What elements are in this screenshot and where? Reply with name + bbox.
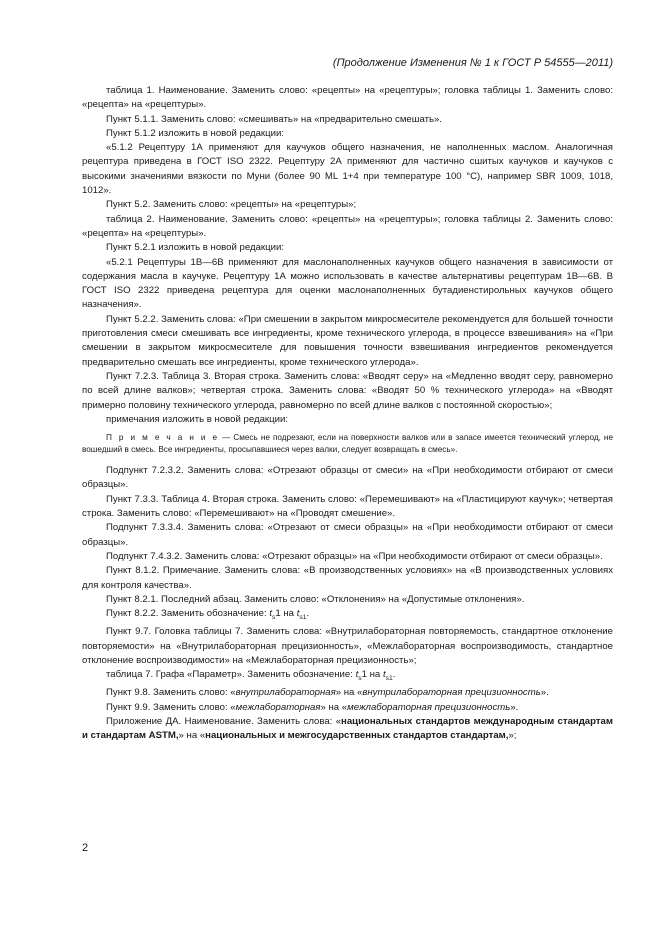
paragraph: Подпункт 7.4.3.2. Заменить слова: «Отрезают образцы» на «При необходимости отбирают от смеси образцы».: [106, 550, 603, 562]
italic-term: межлабораторная прецизионность: [347, 701, 511, 713]
paragraph: Пункт 7.3.3. Таблица 4. Вторая строка. Заменить слово: «Перемешивают» на «Пластицируют каучук»; четвертая строка. Заменить слово: «Перемешивают» на «Проводят смешение».: [82, 493, 613, 520]
symbol: t: [382, 669, 386, 681]
page-number: 2: [82, 842, 89, 854]
paragraph: «5.2.1 Рецептуры 1В—6В применяют для маслонаполненных каучуков общего назначения в зависимости от содержания масла в каучуке. Рецептуру 1А можно использовать в качестве альтернативы рецептурам 1В—6В. В ГОСТ ISO 2322 приведена рецептура для оценки маслонаполненных бутадиенстирольных каучуков общего назначения».: [82, 256, 613, 311]
paragraph: «5.1.2 Рецептуру 1А применяют для каучуков общего назначения, не наполненных маслом. Аналогичная рецептура приведена в ГОСТ ISO 2322. Рецептуру 2А применяют для частично сшитых каучуков и каучуков с высокими значениями вязкости по Муни (более 90 ML 1+4 при температуре 100 °С), например SBR 1009, 1018, 1012».: [82, 142, 613, 197]
text: » на «: [178, 730, 206, 742]
italic-term: межлабораторная: [235, 701, 321, 713]
note-label: П р и м е ч а н и е: [106, 433, 220, 443]
text: на: [366, 669, 383, 681]
paragraph: примечания изложить в новой редакции:: [106, 413, 288, 425]
symbol: t: [355, 669, 359, 681]
text: Приложение ДА. Наименование. Заменить слова: «: [106, 715, 342, 727]
paragraph: Подпункт 7.2.3.2. Заменить слова: «Отрезают образцы от смеси» на «При необходимости отбирают от смеси образцы».: [82, 465, 613, 491]
subscript: s1: [385, 675, 393, 683]
text: ».: [540, 687, 549, 699]
bold-term: национальных и межгосударственных стандартов стандартам,: [205, 730, 509, 742]
note: [82, 432, 613, 456]
text: Пункт 9.8. Заменить слово: «: [106, 687, 236, 699]
text: Пункт 8.2.2. Заменить обозначение:: [106, 608, 270, 620]
note-text: — Смесь не подрезают, если на поверхности валков или в запасе имеется технический углерод, не вошедший в смесь. Все ингредиенты, просыпавшиеся через валки, следует возвращать в смесь».: [82, 433, 613, 455]
subscript: s: [272, 614, 276, 621]
text: 1: [361, 669, 367, 681]
paragraph: Пункт 5.1.2 изложить в новой редакции:: [106, 127, 284, 139]
paragraph: Пункт 9.7. Головка таблицы 7. Заменить слова: «Внутрилабораторная повторяемость, стандартное отклонение повторяемости» на «Внутрилабораторная прецизионность», «Межлабораторная воспроизводимость, стандартное отклонение воспроизводимости» на «Межлабораторная прецизионность»;: [82, 626, 613, 666]
text: таблица 7. Графа «Параметр». Заменить обозначение:: [106, 669, 356, 681]
paragraph-9-8: [82, 686, 613, 700]
symbol: t: [296, 608, 300, 620]
paragraph: Пункт 8.1.2. Примечание. Заменить слова: «В производственных условиях» на «В производственных условиях для контроля качества».: [82, 565, 613, 591]
paragraph: Подпункт 7.3.3.4. Заменить слова: «Отрезают от смеси образцы» на «При необходимости отбирают от смеси образцы».: [82, 522, 613, 548]
paragraph-9-9: [82, 701, 613, 715]
text: » на «: [335, 687, 363, 699]
subscript: s: [358, 675, 362, 683]
text: на: [280, 608, 297, 620]
paragraph-8-2-2: [82, 607, 613, 625]
text: .: [306, 608, 310, 620]
paragraph-appendix-da: [82, 715, 613, 744]
bold-term: национальных стандартов международным стандартам и стандартам ASTM,: [82, 715, 613, 742]
paragraph: Пункт 5.2. Заменить слово: «рецепты» на «рецептуры»;: [106, 199, 357, 211]
paragraph: Пункт 8.2.1. Последний абзац. Заменить слово: «Отклонения» на «Допустимые отклонения».: [106, 593, 525, 605]
paragraph-table-7: [82, 668, 613, 686]
text: ».: [510, 701, 519, 713]
text: »;: [508, 730, 517, 742]
text: 1: [275, 608, 281, 620]
paragraph: Пункт 5.2.1 изложить в новой редакции:: [106, 242, 284, 254]
text: .: [392, 669, 396, 681]
symbol: t: [269, 608, 273, 620]
paragraph: таблица 2. Наименование. Заменить слово: «рецепты» на «рецептуры»; головка таблицы 2. Заменить слово: «рецепта» на «рецептуры».: [82, 213, 613, 239]
running-header: (Продолжение Изменения № 1 к ГОСТ Р 54555—2011): [332, 57, 613, 69]
paragraph: Пункт 5.2.2. Заменить слова: «При смешении в закрытом микросмесителе рекомендуется для большей точности приготовления смеси смешивать все ингредиенты, кроме технического углерода, в процессе взвешивания» на «При смешении в закрытом микросмесителе для повышения точности взвешивания ингредиентов рекомендуется предварительно смешать все ингредиенты, кроме технического углерода».: [82, 313, 613, 368]
paragraph: Пункт 7.2.3. Таблица 3. Вторая строка. Заменить слова: «Вводят серу» на «Медленно вводят серу, равномерно по всей длине валков»; четвертая строка. Заменить слова: «Вводят 50 % технического углерода» на «Вводят примерно половину технического углерода, равномерно по всей длине валков с постоянной скоростью»;: [82, 370, 613, 411]
italic-term: внутрилабораторная прецизионность: [362, 687, 541, 699]
paragraph: Пункт 5.1.1. Заменить слово: «смешивать» на «предварительно смешать».: [106, 113, 442, 125]
text: » на «: [320, 701, 348, 713]
document-body: [82, 84, 613, 744]
paragraph: таблица 1. Наименование. Заменить слово: «рецепты» на «рецептуры»; головка таблицы 1. Заменить слово: «рецепта» на «рецептуры».: [82, 85, 613, 111]
text: Пункт 9.9. Заменить слово: «: [106, 701, 236, 713]
italic-term: внутрилабораторная: [235, 687, 336, 699]
subscript: s1: [299, 614, 307, 621]
